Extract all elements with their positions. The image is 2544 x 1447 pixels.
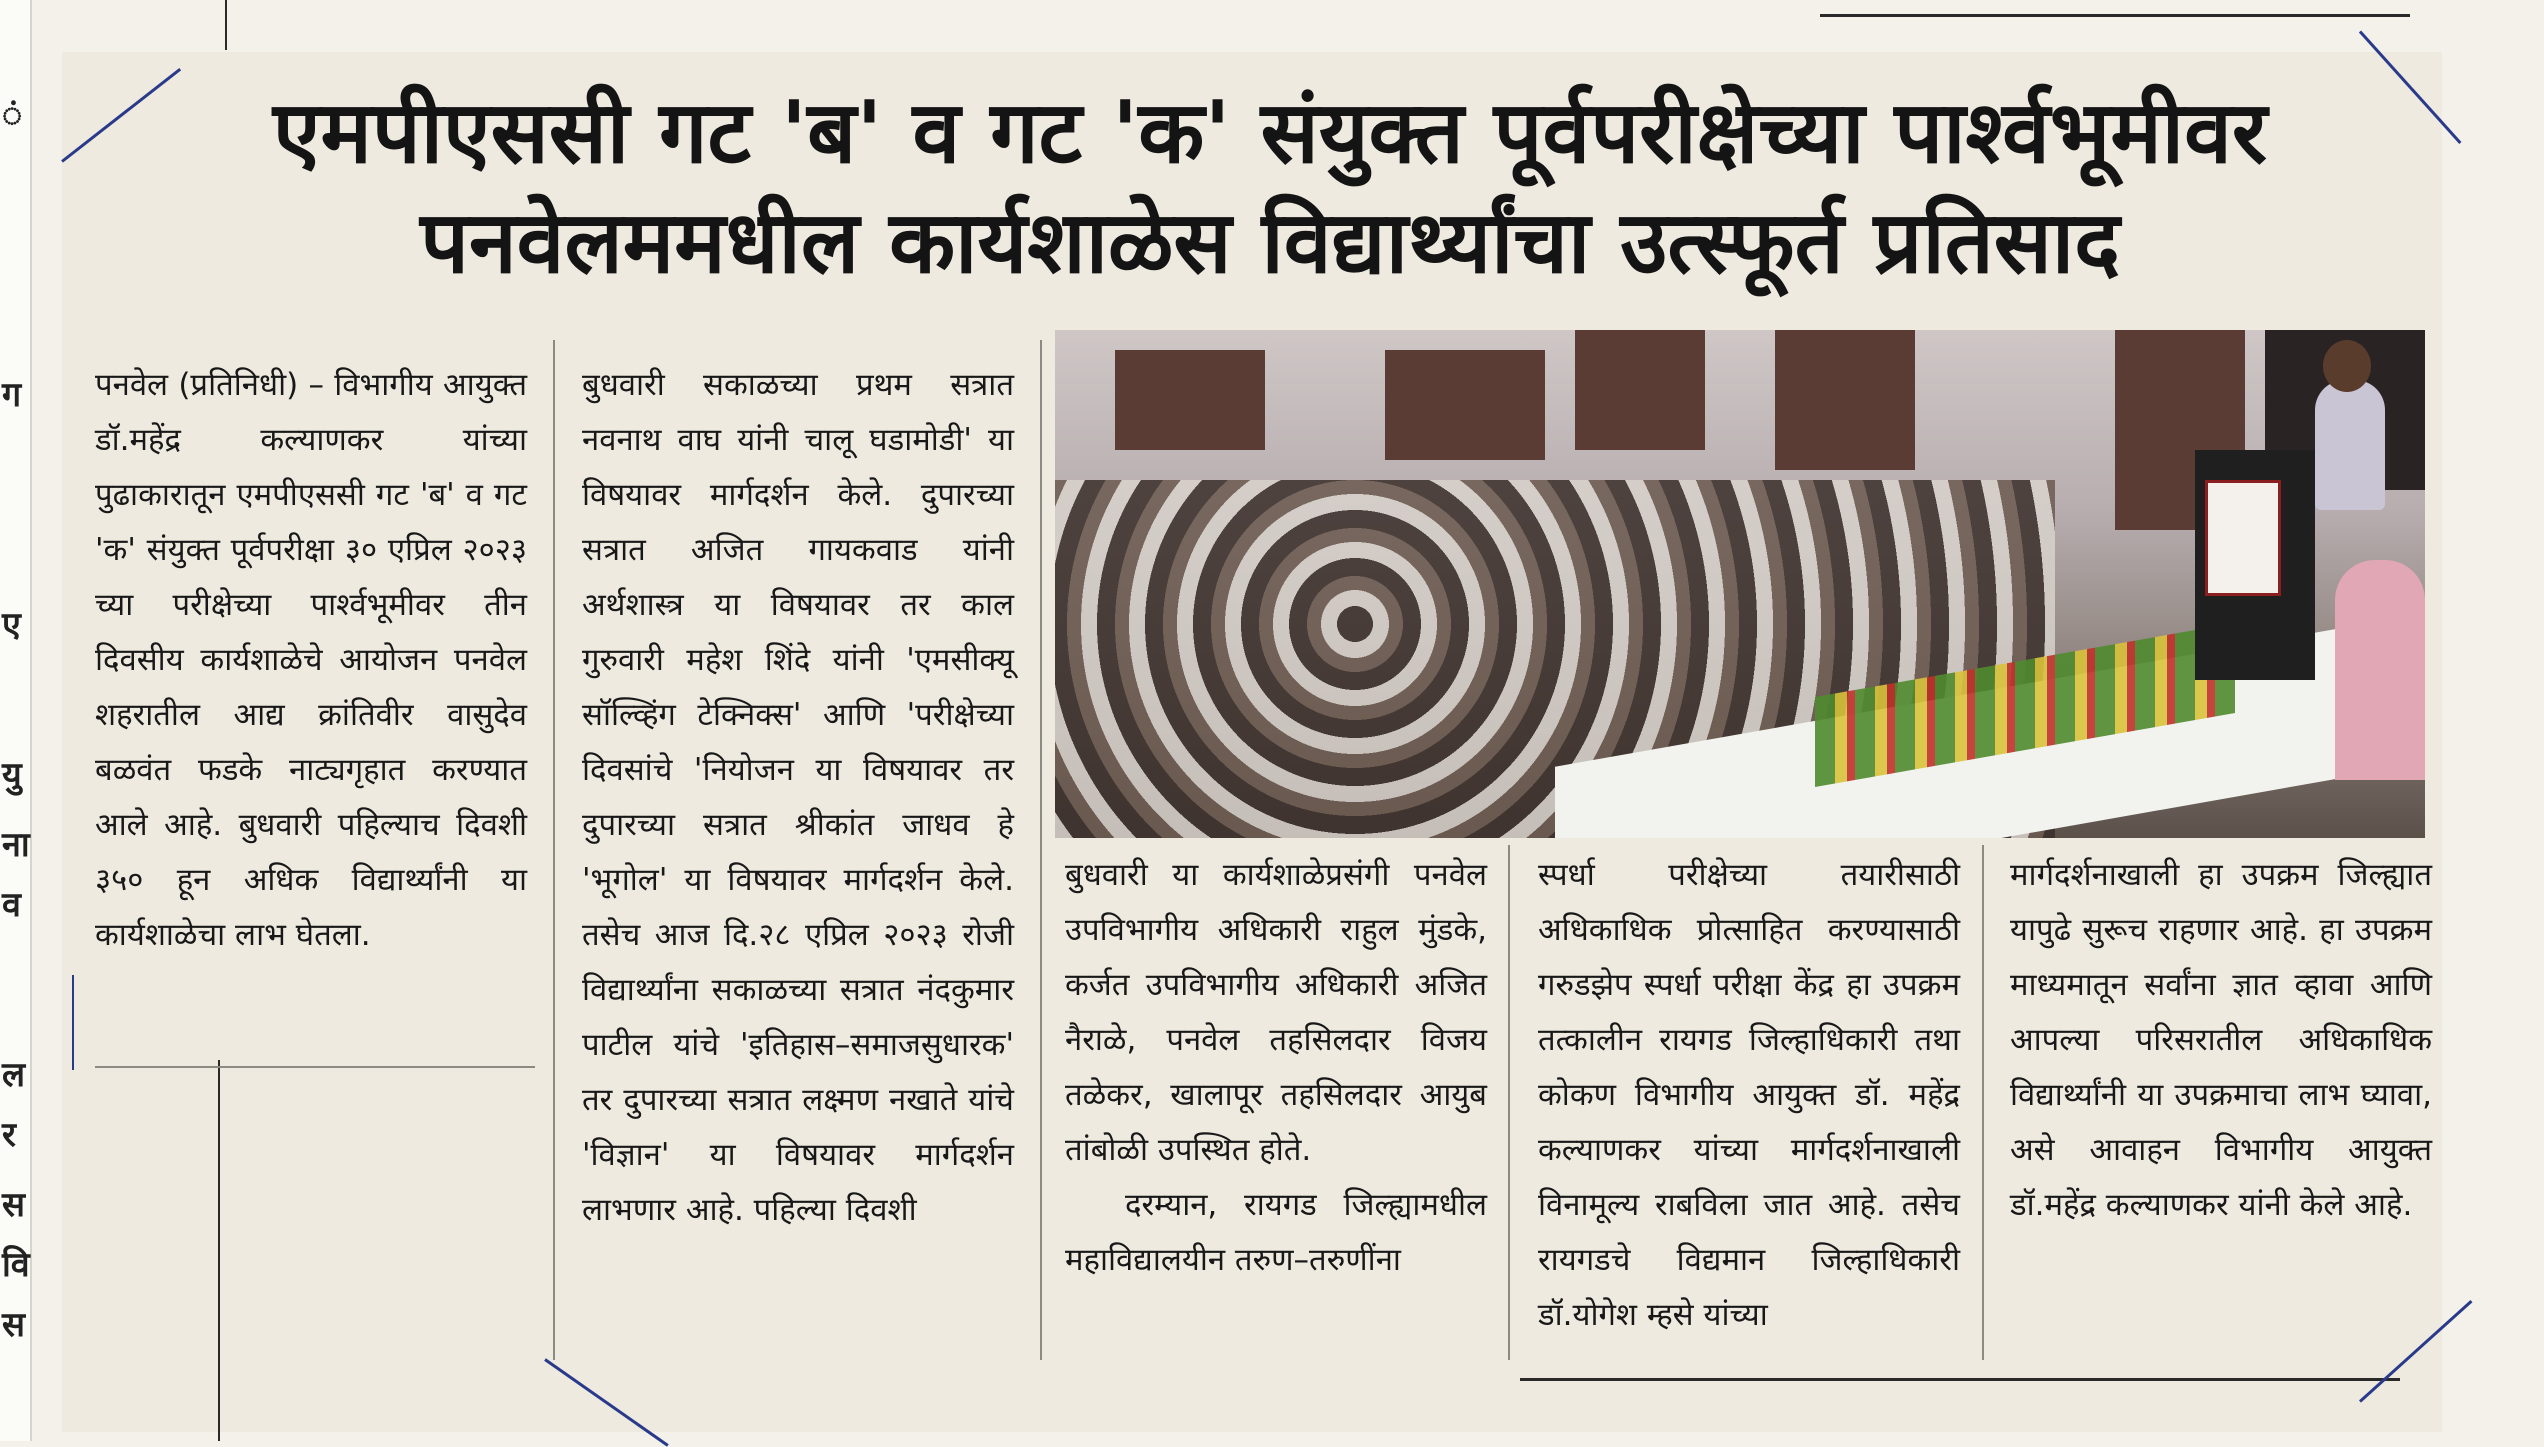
photo-speaker-head [2323, 340, 2371, 392]
column-separator [1040, 340, 1042, 1360]
clip-corner-mark [72, 975, 74, 1070]
strip-glyph: ं [2, 95, 23, 135]
article-column-1 [95, 358, 527, 963]
column-rule [95, 1066, 535, 1068]
column-text: पनवेल (प्रतिनिधी) – विभागीय आयुक्त डॉ.महेंद्र कल्याणकर यांच्या पुढाकारातून एमपीएससी गट 'ब' व गट 'क' संयुक्त पूर्वपरीक्षा ३० एप्रिल २०२३ च्या परीक्षेच्या पार्श्वभूमीवर तीन दिवसीय कार्यशाळेचे आयोजन पनवेल शहरातील आद्य क्रांतिवीर वासुदेव बळवंत फडके नाट्यगृहात करण्यात आले आहे. बुधवारी पहिल्याच दिवशी ३५० हून अधिक विद्यार्थ्यांनी या कार्यशाळेचा लाभ घेतला. [95, 367, 527, 953]
photo-speaker [2315, 380, 2385, 510]
article-column-5 [2010, 848, 2432, 1233]
photo-window [1115, 350, 1265, 450]
strip-glyph: स [2, 1185, 25, 1225]
photo-window [1575, 330, 1705, 450]
strip-glyph: ए [2, 605, 21, 645]
adjacent-page-strip [0, 0, 32, 1441]
article-column-4 [1538, 848, 1960, 1343]
event-photo [1055, 330, 2425, 838]
top-rule [1820, 14, 2410, 17]
strip-glyph: ग [2, 375, 22, 415]
column-separator [1508, 845, 1510, 1360]
strip-glyph: र [2, 1115, 16, 1155]
column-text: बुधवारी या कार्यशाळेप्रसंगी पनवेल उपविभागीय अधिकारी राहुल मुंडके, कर्जत उपविभागीय अधिकारी अजित नैराळे, पनवेल तहसिलदार विजय तळेकर, खालापूर तहसिलदार आयुब तांबोळी उपस्थित होते. [1065, 857, 1487, 1168]
headline-line-2: पनवेलममधील कार्यशाळेस विद्यार्थ्यांचा उत्स्फूर्त प्रतिसाद [420, 193, 2120, 293]
clip-edge-line [225, 0, 227, 50]
strip-glyph: ना [2, 825, 30, 865]
column-text: बुधवारी सकाळच्या प्रथम सत्रात नवनाथ वाघ यांनी चालू घडामोडी' या विषयावर मार्गदर्शन केले. दुपारच्या सत्रात अजित गायकवाड यांनी अर्थशास्त्र या विषयावर तर काल गुरुवारी महेश शिंदे यांनी 'एमसीक्यू सॉल्व्हिंग टेक्निक्स' आणि 'परीक्षेच्या दिवसांचे 'नियोजन या विषयावर तर दुपारच्या सत्रात श्रीकांत जाधव हे 'भूगोल' या विषयावर मार्गदर्शन केले. तसेच आज दि.२८ एप्रिल २०२३ रोजी विद्यार्थ्यांना सकाळच्या सत्रात नंदकुमार पाटील यांचे 'इतिहास–समाजसुधारक' तर दुपारच्या सत्रात लक्ष्मण नखाते यांचे 'विज्ञान' या विषयावर मार्गदर्शन लाभणार आहे. पहिल्या दिवशी [582, 367, 1014, 1228]
column-text: स्पर्धा परीक्षेच्या तयारीसाठी अधिकाधिक प्रोत्साहित करण्यासाठी गरुडझेप स्पर्धा परीक्षा केंद्र हा उपक्रम तत्कालीन रायगड जिल्हाधिकारी तथा कोकण विभागीय आयुक्त डॉ. महेंद्र कल्याणकर यांच्या मार्गदर्शनाखाली विनामूल्य राबविला जात आहे. तसेच रायगडचे विद्यमान जिल्हाधिकारी डॉ.योगेश म्हसे यांच्या [1538, 857, 1960, 1333]
article-column-3 [1065, 848, 1487, 1288]
column-separator [553, 340, 555, 1360]
photo-window [1385, 350, 1545, 460]
headline-line-1: एमपीएससी गट 'ब' व गट 'क' संयुक्त पूर्वपरीक्षेच्या पार्श्वभूमीवर [272, 83, 2268, 183]
photo-window [1775, 330, 1915, 470]
clip-edge-line [218, 1060, 220, 1441]
column-text: मार्गदर्शनाखाली हा उपक्रम जिल्ह्यात यापुढे सुरूच राहणार आहे. हा उपक्रम माध्यमातून सर्वांना ज्ञात व्हावा आणि आपल्या परिसरातील अधिकाधिक विद्यार्थ्यांनी या उपक्रमाचा लाभ घ्यावा, असे आवाहन विभागीय आयुक्त डॉ.महेंद्र कल्याणकर यांनी केले आहे. [2010, 857, 2432, 1223]
photo-podium-sign [2205, 480, 2281, 596]
photo-seated-person [2335, 560, 2425, 780]
strip-glyph: ल [2, 1055, 26, 1095]
bottom-rule [1520, 1378, 2400, 1381]
strip-glyph: स [2, 1305, 25, 1345]
article-column-2 [582, 358, 1014, 1238]
strip-glyph: व [2, 885, 21, 925]
strip-glyph: वि [2, 1245, 30, 1285]
strip-glyph: यु [2, 755, 22, 795]
column-separator [1982, 845, 1984, 1360]
column-text: दरम्यान, रायगड जिल्ह्यामधील महाविद्यालयीन तरुण–तरुणींना [1065, 1187, 1487, 1278]
headline [120, 78, 2420, 298]
